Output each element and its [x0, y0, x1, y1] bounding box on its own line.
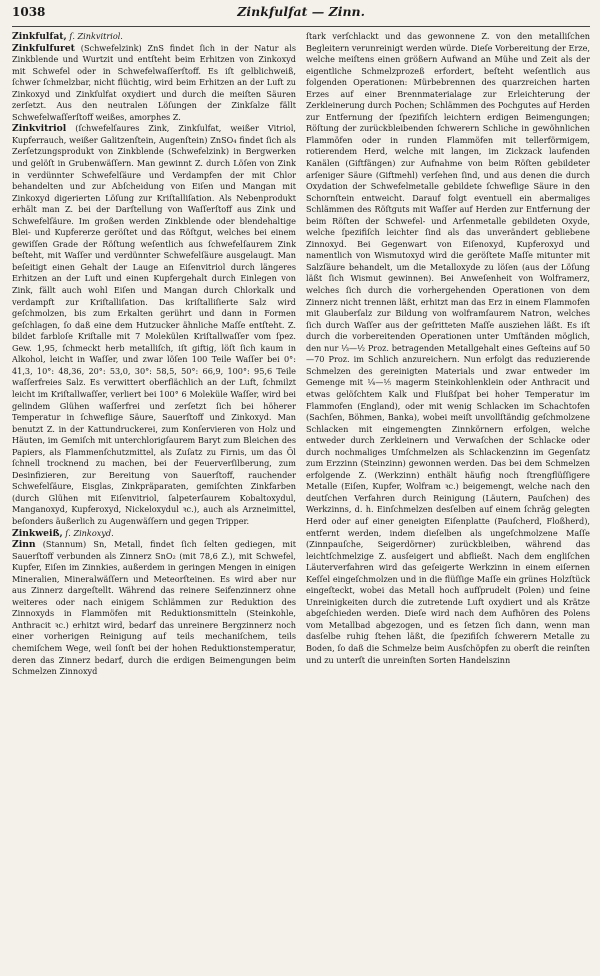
- entry-body: (Schwefelzink) ZnS findet ſich in der Natur als Zinkblende und Wurtzit und entſteht beim Erhitzen von Zinkoxyd mit Schwefel oder in Schwefelwaſſerſtoff. Es iſt gelblichweiß, ſchwer ſchmelzbar, nicht flüchtig, wird beim Erhitzen an der Luft zu Zinkoxyd und Zinkſulfat oxydiert und durch die meiſten Säuren zerſetzt. Aus den neutralen Löſungen der Zinkſalze fällt Schwefelwaſſerſtoff weißes, amorphes Z.: [12, 42, 296, 122]
- entry-body: (Stannum) Sn, Metall, findet ſich ſelten gediegen, mit Sauerſtoff verbunden als Zinnerz SnO₂ (mit 78,6 Z.), mit Schwefel, Kupfer, Eiſen im Zinnkies, außerdem in geringen Mengen in einigen Mineralien, Mineralwäſſern und Meteorſteinen. Es wird aber nur aus Zinnerz dargeſtellt. Während das reinere Seifenzinnerz ohne weiteres oder nach einigem Schlämmen zur Reduktion des Zinnoxyds in Flammöfen mit Reduktionsmitteln (Steinkohle, Anthracit ꝛc.) erhitzt wird, bedarf das unreinere Bergzinnerz noch einer vorherigen Reinigung auf teils mechaniſchem, teils chemiſchem Wege, weil ſonſt bei der hohen Reduktionstemperatur, deren das Zinnerz bedarf, durch die erdigen Beimengungen beim Schmelzen Zinnoxyd: [12, 539, 296, 677]
- entry-zinn-continued: [306, 31, 590, 666]
- entry-zinkvitriol: [12, 123, 296, 527]
- entry-zinkweiss: [12, 528, 296, 540]
- entry-headword: Zinkweiß,: [12, 527, 63, 539]
- entry-zinkfulfat: [12, 31, 296, 43]
- page-number: 1038: [12, 5, 46, 19]
- entry-body: ſtark verſchlackt und das gewonnene Z. von den metalliſchen Begleitern verunreinigt werden würde. Dieſe Vorbereitung der Erze, welche meiſtens einen größern Aufwand an Mühe und Zeit als der eigentliche Schmelzprozeß erfordert, beſteht weſentlich aus folgenden Operationen: Mürbebrennen des quarzreichen harten Erzes auf einer Brennmaterialage zur Erleichterung der Zerkleinerung durch Pochen; Schlämmen des Pochgutes auf Herden zur Entfernung der ſpezifiſch leichtern erdigen Beimengungen; Röſtung der zurückbleibenden ſchwerern Schliche in gewöhnlichen Flammöfen oder in runden Flammöfen mit tellerförmigem, rotierendem Herd, welche mit langen, im Zickzack laufenden Kanälen (Giftfängen) zur Aufnahme von beim Röſten gebildeter arſeniger Säure (Giftmehl) verſehen ſind, und aus denen die durch Oxydation der Schwefelmetalle gebildete ſchweflige Säure in den Schornſtein entweicht. Darauf folgt eventuell ein abermaliges Schlämmen des Röſtguts mit Waſſer auf Herden zur Entfernung der beim Röſten der Schwefel- und Arſenmetalle gebildeten Oxyde, welche ſpezifiſch leichter ſind als das unverändert gebliebene Zinnoxyd. Bei Gegenwart von Eiſenoxyd, Kupferoxyd und namentlich von Wismutoxyd wird die geröſtete Maſſe mitunter mit Salzſäure behandelt, um die Metalloxyde zu löſen (aus der Löſung läßt ſich Wismut gewinnen). Bei Anweſenheit von Wolframerz, welches ſich durch die vorhergehenden Operationen von dem Zinnerz nicht trennen läßt, erhitzt man das Erz in einem Flammofen mit Glauberſalz zur Bildung von wolframſaurem Natron, welches ſich durch Waſſer aus der geſritteten Maſſe ausziehen läßt. Es iſt durch die vorbereitenden Operationen unter Umſtänden möglich, den nur ¹⁄₃—¹⁄₂ Proz. betragenden Metallgehalt eines Geſteins auf 50—70 Proz. im Schlich anzureichern. Nun erfolgt das reduzierende Schmelzen des gereinigten Materials und zwar entweder im Gemenge mit ¹⁄₄—¹⁄₅ magerm Steinkohlenklein oder Anthracit und etwas gelöſchtem Kalk und Flußſpat bei hoher Temperatur im Flammofen (England), oder mit wenig Schlacken im Schachtofen (Sachſen, Böhmen, Banka), wobei meiſt unvollſtändig geſchmolzene Schlacken mit eingemengten Zinnkörnern erfolgen, welche entweder durch Zerkleinern und Verwaſchen der Schlacke oder durch nochmaliges Umſchmelzen als Schlackenzinn im Gegenſatz zum Erzzinn (Steinzinn) gewonnen werden. Das bei dem Schmelzen erfolgende Z. (Werkzinn) enthält häufig noch ſtrengflüſſigere Metalle (Eiſen, Kupfer, Wolfram ꝛc.) beigemengt, welche nach den deutſchen Verfahren durch Reinigung (Läutern, Pauſchen) des Werkzinns, d. h. Einſchmelzen desſelben auf einem ſchräg gelegten Herd oder auf einer geneigten Eiſenplatte (Pauſcherd, Floßherd), entfernt werden, indem dieſelben als ungeſchmolzene Maſſe (Zinnpauſche, Seigerdörner) zurückbleiben, während das leichtſchmelzige Z. ausſeigert und abfließt. Nach dem engliſchen Läuterverfahren wird das geſeigerte Werkzinn in einem eiſernen Keſſel eingeſchmolzen und in die flüſſige Maſſe ein grünes Holzſtück eingeſteckt, wobei das Metall hoch aufſprudelt (Polen) und ſeine Unreinigkeiten durch die zutretende Luft oxydiert und als Krätze abgeſchieden werden. Dieſe wird nach dem Aufhören des Polens vom Metallbad abgezogen, und es ſetzen ſich dann, wenn man dasſelbe ruhig ſtehen läßt, die ſpezifiſch ſchwerern Metalle zu Boden, ſo daß die Schmelze beim Ausſchöpfen zu oberſt die reinſten und zu unterſt die unreinſten Sorten Handelszinn: [306, 31, 590, 665]
- entry-headword: Zinkfulfat,: [12, 31, 67, 42]
- entry-zinn: [12, 539, 296, 678]
- entry-zinkfulfuret: [12, 43, 296, 124]
- entry-body: ſ. Zinkoxyd.: [65, 527, 114, 538]
- entry-body: ſ. Zinkvitriol.: [69, 31, 123, 41]
- right-column: [306, 31, 590, 976]
- left-column: [12, 31, 296, 976]
- entry-headword: Zinn: [12, 539, 36, 551]
- entry-body: (ſchwefelſaures Zink, Zinkſulfat, weißer Vitriol, Kupferrauch, weißer Galitzenſtein, Augenſtein) ZnSO₄ findet ſich als Zerſetzungsprodukt von Zinkblende (Schwefelzink) in Bergwerken und gelöſt in Grubenwäſſern. Man gewinnt Z. durch Löſen von Zink in verdünnter Schwefelſäure und Verdampfen der mit Chlor behandelten und zur Abſcheidung von Eiſen und Mangan mit Zinkoxyd digerierten Löſung zur Kriſtalliſation. Als Nebenprodukt erhält man Z. bei der Darſtellung von Waſſerſtoff aus Zink und Schwefelſäure. Im großen werden Zinkblende oder blendehaltige Blei- und Kupfererze geröſtet und das Röſtgut, welches bei einem gewiſſen Grade der Röſtung weſentlich aus ſchwefelſaurem Zink beſteht, mit Waſſer und verdünnter Schwefelſäure ausgelaugt. Man beſeitigt einen Gehalt der Lauge an Eiſenvitriol durch längeres Erhitzen an der Luft und einen Kupfergehalt durch Einlegen von Zink, fällt auch wohl Eiſen und Mangan durch Chlorkalk und verdampft zur Kriſtalliſation. Das kriſtalliſierte Salz wird geſchmolzen, bis zum Erkalten gerührt und dann in Formen geſchlagen, ſo daß eine dem Hutzucker ähnliche Maſſe entſteht. Z. bildet farbloſe Kriſtalle mit 7 Molekülen Kriſtallwaſſer vom ſpez. Gew. 1,95, ſchmeckt herb metalliſch, iſt giftig, löſt ſich kaum in Alkohol, leicht in Waſſer, und zwar löſen 100 Teile Waſſer bei 0°: 41,3, 10°: 48,36, 20°: 53,0, 30°: 58,5, 50°: 66,9, 100°: 95,6 Teile waſſerfreies Salz. Es verwittert oberflächlich an der Luft, ſchmilzt leicht im Kriſtallwaſſer, verliert bei 100° 6 Moleküle Waſſer, wird bei gelindem Glühen waſſerfrei und zerſetzt ſich bei höherer Temperatur in ſchweflige Säure, Sauerſtoff und Zinkoxyd. Man benutzt Z. in der Kattundruckerei, zum Konſervieren von Holz und Häuten, im Gemiſch mit unterchlorigſaurem Baryt zum Bleichen des Papiers, als Flammenſchutzmittel, als Zuſatz zu Firnis, um das Öl ſchnell trocknend zu machen, bei der Feuerverſilberung, zum Desinfizieren, zur Bereitung von Sauerſtoff, rauchender Schwefelſäure, Eisglas, Zinkpräparaten, gemiſchten Zinkfarben (durch Glühen mit Eiſenvitriol, ſalpeterſaurem Kobaltoxydul, Manganoxyd, Kupferoxyd, Nickeloxydul ꝛc.), auch als Arzneimittel, beſonders äußerlich zu Augenwäſſern und gegen Tripper.: [12, 123, 296, 526]
- text-columns: [12, 31, 590, 976]
- running-title: Zinkfulfat — Zinn.: [237, 4, 365, 19]
- page-header: [12, 4, 590, 27]
- entry-headword: Zinkfulfuret: [12, 42, 75, 54]
- entry-headword: Zinkvitriol: [12, 123, 67, 135]
